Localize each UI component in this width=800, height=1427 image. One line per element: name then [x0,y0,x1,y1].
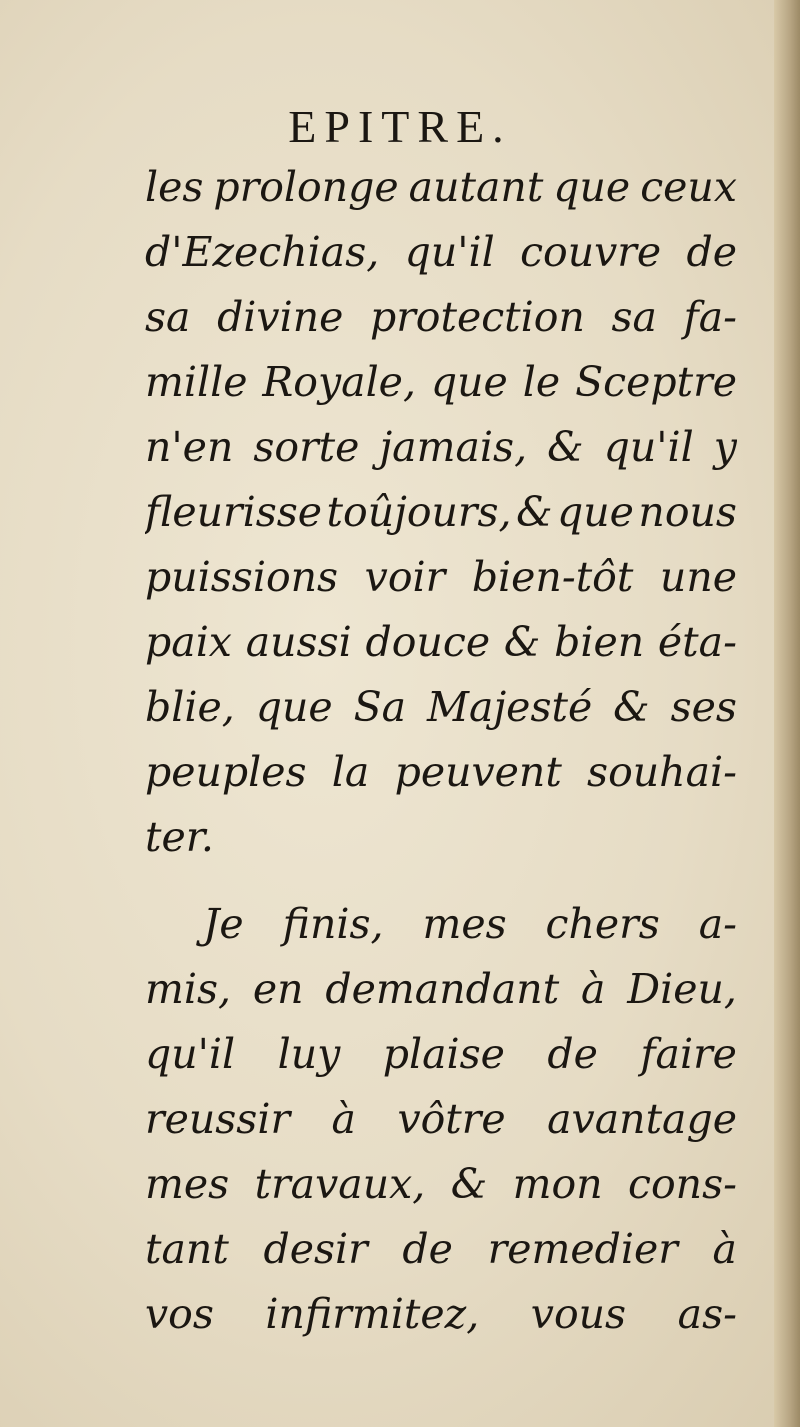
text-line: fleurisse toûjours, & que nous [145,488,737,536]
text-line: peuples la peuvent souhai- [145,748,737,796]
text-line: d'Ezechias, qu'il couvre de [145,228,737,276]
text-line: mes travaux, & mon cons- [145,1160,737,1208]
text-line: vos infirmitez, vous as- [145,1290,737,1338]
page-header: EPITRE. [288,101,512,152]
paragraph-start-line: Je finis, mes chers a- [203,900,737,948]
text-line: qu'il luy plaise de faire [145,1030,737,1078]
text-line: n'en sorte jamais, & qu'il y [145,423,737,471]
text-line: reussir à vôtre avantage [145,1095,737,1143]
text-line: sa divine protection sa fa- [145,293,737,341]
text-line: blie, que Sa Majesté & ses [145,683,737,731]
body-text [145,155,737,1347]
text-line: tant desir de remedier à [145,1225,737,1273]
page-gutter [774,0,800,1427]
text-line: puissions voir bien-tôt une [145,553,737,601]
text-line: ter. [145,813,214,861]
text-line: les prolonge autant que ceux [145,163,737,211]
text-line: mis, en demandant à Dieu, [145,965,737,1013]
text-line: paix aussi douce & bien éta- [145,618,737,666]
text-line: mille Royale, que le Sceptre [145,358,737,406]
